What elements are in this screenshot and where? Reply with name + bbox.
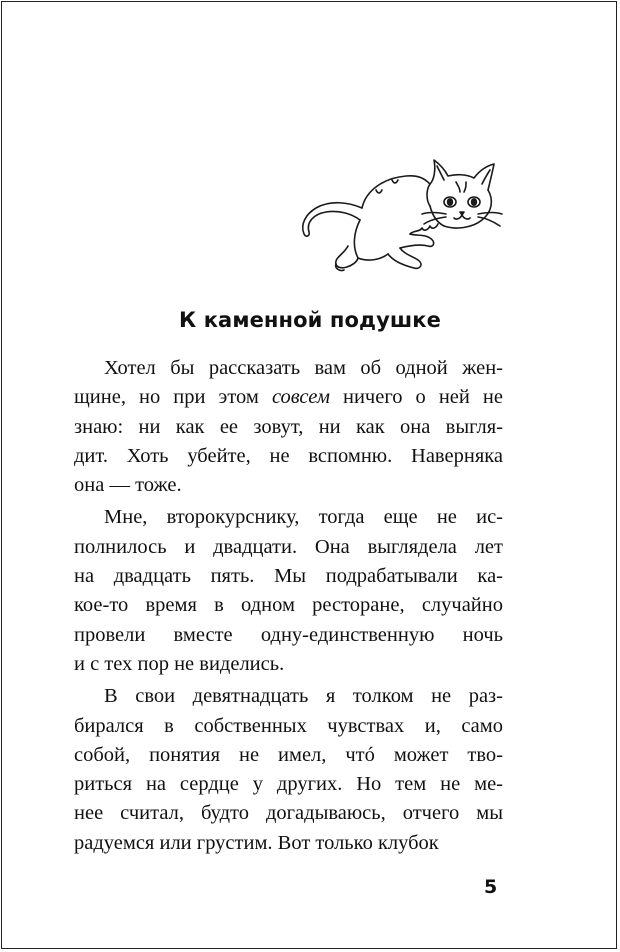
text-line — [74, 354, 503, 383]
emphasis-text: совсем — [271, 386, 330, 409]
text-line — [74, 712, 503, 741]
text-line — [74, 562, 503, 591]
text-segment: нее считал, будто догадываюсь, отчего мы — [74, 802, 503, 825]
text-segment: на двадцать пять. Мы подрабатывали ка- — [74, 565, 503, 588]
text-segment: дит. Хоть убейте, не вспомню. Наверняка — [74, 444, 503, 467]
text-segment: риться на сердце у других. Но тем не ме- — [74, 773, 503, 796]
text-segment: кое-то время в одном ресторане, случайно — [74, 594, 503, 617]
text-line — [74, 770, 503, 799]
text-line — [74, 442, 503, 471]
text-line — [74, 533, 503, 562]
text-segment: Мне, второкурснику, тогда еще не ис- — [104, 506, 503, 529]
text-line — [74, 799, 503, 828]
text-line — [74, 621, 503, 650]
chapter-title: К каменной подушке — [179, 308, 441, 332]
text-line — [74, 383, 503, 412]
text-segment: она — тоже. — [74, 474, 182, 497]
text-line — [74, 591, 503, 620]
text-line — [74, 650, 503, 679]
body-text — [74, 354, 503, 858]
text-segment: радуемся или грустим. Вот только клубок — [74, 831, 439, 854]
text-line — [74, 471, 503, 500]
text-segment: ничего о ней не — [329, 386, 504, 409]
text-line — [74, 682, 503, 711]
text-segment: бирался в собственных чувствах и, само — [74, 714, 503, 737]
text-segment: и с тех пор не виделись. — [74, 652, 285, 675]
text-line — [74, 413, 503, 442]
text-line — [74, 503, 503, 532]
text-line — [74, 741, 503, 770]
text-segment: знаю: ни как ее зовут, ни как она выгля- — [74, 415, 503, 438]
text-segment: щине, но при этом — [74, 386, 272, 409]
text-segment: В свои девятнадцать я толком не раз- — [104, 685, 503, 708]
text-segment: провели вместе одну-единственную ночь — [74, 623, 503, 646]
text-segment: полнилось и двадцати. Она выглядела лет — [74, 535, 503, 558]
page-number: 5 — [484, 876, 498, 898]
text-line — [74, 829, 503, 858]
kitten-icon — [296, 150, 506, 280]
text-segment: собой, понятия не имел, чтó может тво- — [74, 743, 503, 766]
text-segment: Хотел бы рассказать вам об одной жен- — [104, 357, 503, 379]
